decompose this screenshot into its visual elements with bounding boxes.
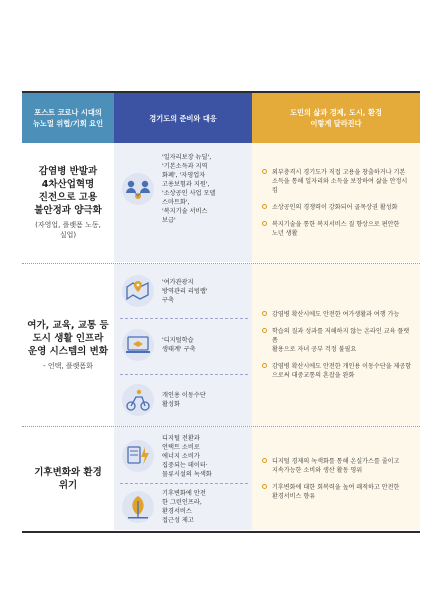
list-item: 복지기술을 통한 복지서비스 질 향상으로 편안한 노년 생활 (262, 220, 412, 238)
row-title: 감염병 반발과 4차산업혁명 진전으로 고용 불안정과 양극화 (34, 166, 102, 216)
response-cell (114, 427, 252, 530)
response-entry (120, 153, 248, 225)
list-item: 학습의 질과 성과를 저해하지 않는 온라인 교육 플랫폼 활용으로 자녀 공부 걱정 불필요 (262, 327, 412, 354)
row-title: 기후변화와 환경 위기 (34, 466, 102, 491)
change-cell (252, 143, 420, 262)
response-text: 디지털 전환과 언택트 소비로 에너지 소비가 집중되는 데이터· 물류시설의 녹색화 (162, 434, 212, 478)
row-subtitle: - 언택, 플랫폼화 (43, 362, 93, 370)
list-item: 소상공인의 경쟁력이 강화되어 골목상권 활성화 (262, 203, 412, 212)
response-text: 개인용 이동수단 활성화 (162, 392, 206, 408)
bullet-icon (262, 328, 267, 333)
strategy-table (22, 91, 420, 533)
header-threats-opportunities: 포스트 코로나 시대의 뉴노멀 위협/기회 요인 (22, 93, 114, 143)
table-row-urban-infrastructure (22, 263, 420, 426)
response-text: 기후변화에 안전 한 그린인프라, 환경서비스 접근성 제고 (162, 490, 206, 524)
digital-energy-icon (120, 438, 156, 474)
change-cell (252, 427, 420, 530)
list-item: 디지털 경제의 녹색화를 통해 온실가스를 줄이고 지속가능한 소비와 생산 활동 영위 (262, 457, 412, 475)
header-gyeonggi-response: 경기도의 준비와 대응 (114, 93, 252, 143)
bullet-icon (262, 204, 267, 209)
table-row-climate (22, 426, 420, 530)
row-title-cell (22, 427, 114, 530)
bullet-icon (262, 458, 267, 463)
change-list (262, 264, 412, 426)
people-network-icon (120, 171, 156, 207)
response-text: '디지털학습 생태계' 구축 (162, 337, 196, 353)
row-title-cell (22, 143, 114, 262)
row-subtitle: (자영업, 플랫폼 노동, 실업) (35, 221, 101, 239)
row-title: 여가, 교육, 교통 등 도시 생활 인프라 운영 시스템의 변화 (27, 320, 109, 357)
table-row-employment (22, 143, 420, 262)
bullet-icon (262, 169, 267, 174)
list-item: 감염병 확산시에도 안전한 여가생활과 여행 가능 (262, 310, 412, 319)
row-title-cell (22, 264, 114, 426)
response-entry (120, 483, 248, 530)
list-item: 외부충격시 경기도가 직접 고용을 창출하거나 기본 소득을 통해 일자리와 소득을 보장하여 삶을 안정시킴 (262, 168, 412, 195)
digital-learning-icon (120, 327, 156, 363)
bullet-icon (262, 221, 267, 226)
response-entry (120, 431, 248, 481)
tourism-map-icon (120, 273, 156, 309)
response-entry (120, 268, 248, 314)
response-entry (120, 374, 248, 425)
header-resident-changes: 도민의 삶과 경제, 도시, 환경 이렇게 달라진다 (252, 93, 420, 143)
response-entry (120, 318, 248, 371)
change-list (262, 427, 412, 530)
change-cell (252, 264, 420, 426)
bullet-icon (262, 311, 267, 316)
list-item: 감염병 확산시에도 안전한 개인용 이동수단을 제공함 으로써 대중교통의 혼잡을 완화 (262, 362, 412, 380)
change-list (262, 143, 412, 262)
response-cell (114, 143, 252, 262)
bullet-icon (262, 363, 267, 368)
response-text: '일자리보장 뉴딜', '기본소득과 지역 화폐', '자영업자 고용보험과 지원', '소상공인 사업 모델 스마트화', '복지기술 서비스 보급' (162, 154, 216, 224)
bullet-icon (262, 484, 267, 489)
personal-mobility-icon (120, 382, 156, 418)
response-text: '여가관광지 방역관리 리빙랩' 구축 (162, 278, 208, 304)
list-item: 기후변화에 대한 회복력을 높여 쾌적하고 안전한 환경서비스 향유 (262, 483, 412, 501)
green-infra-icon (120, 489, 156, 525)
response-cell (114, 264, 252, 426)
